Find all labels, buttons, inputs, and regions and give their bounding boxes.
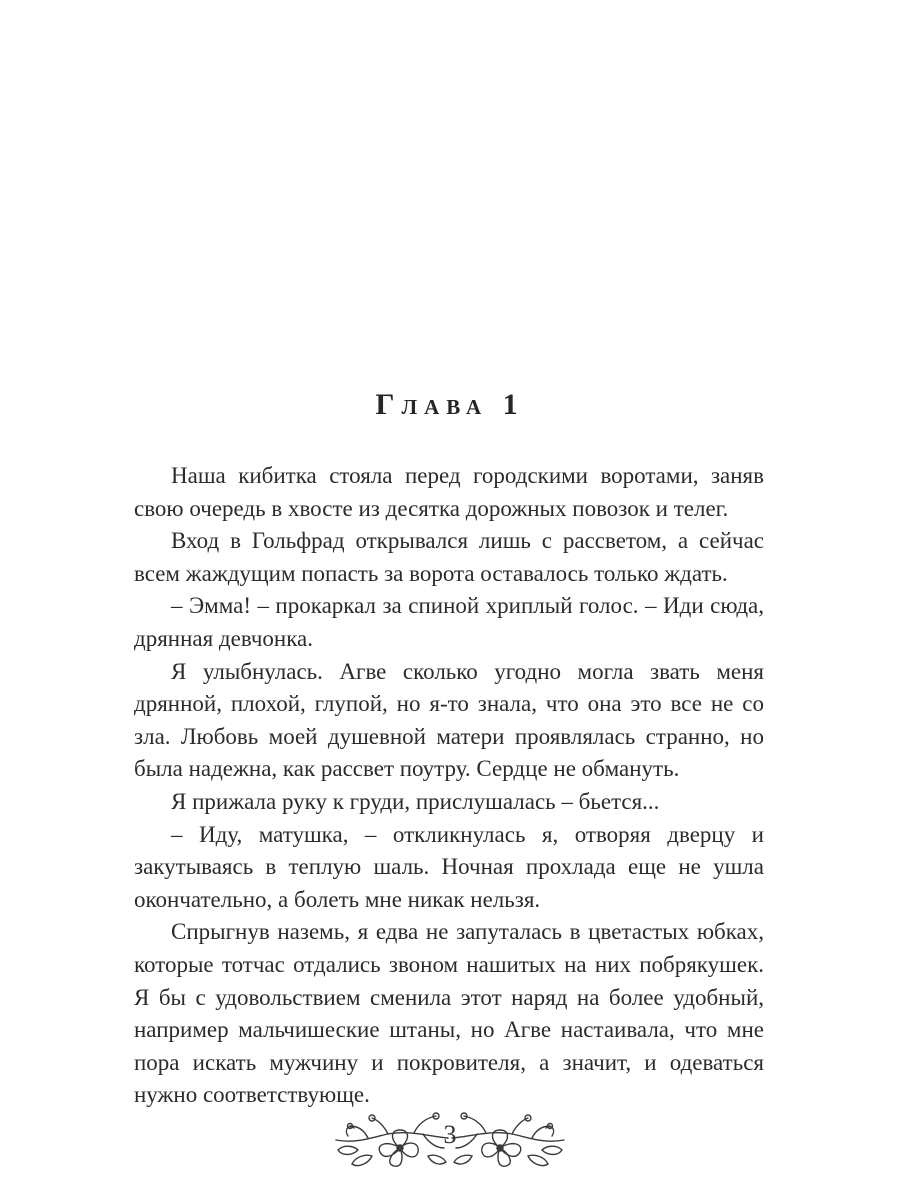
paragraph: Вход в Гольфрад открывался лишь с рассветом, а сейчас всем жаждущим попасть за ворота оставалось только ждать.	[134, 528, 764, 586]
paragraph: Спрыгнув наземь, я едва не запуталась в цветастых юбках, которые тотчас отдались звоном нашитых на них побрякушек. Я бы с удовольствием сменила этот наряд на более удобный, например мальчишеские штаны, но Агве настаивала, что мне пора искать мужчину и покровителя, а значит, и одеваться нужно соответствующе.	[134, 919, 764, 1108]
page-number: 3	[443, 1120, 457, 1149]
paragraph: Я прижала руку к груди, прислушалась – бьется...	[171, 788, 660, 814]
chapter-title: Глава 1	[375, 388, 525, 421]
paragraph: Я улыбнулась. Агве сколько угодно могла звать меня дрянной, плохой, глупой, но я-то знала, что она это все не со зла. Любовь моей душевной матери проявлялась странно, но была надежна, как рассвет поутру. Сердце не обмануть.	[134, 658, 764, 782]
paragraph: – Иду, матушка, – откликнулась я, отворяя дверцу и закутываясь в теплую шаль. Ночная прохлада еще не ушла окончательно, а болеть мне никак нельзя.	[134, 821, 764, 912]
paragraph: Наша кибитка стояла перед городскими воротами, заняв свою очередь в хвосте из десятка дорожных повозок и телег.	[134, 463, 764, 521]
floral-ornament-right-icon	[447, 1100, 572, 1180]
page-footer	[0, 1100, 900, 1180]
paragraph: – Эмма! – прокаркал за спиной хриплый голос. – Иди сюда, дрянная девчонка.	[134, 593, 764, 651]
chapter-text	[134, 460, 764, 1112]
